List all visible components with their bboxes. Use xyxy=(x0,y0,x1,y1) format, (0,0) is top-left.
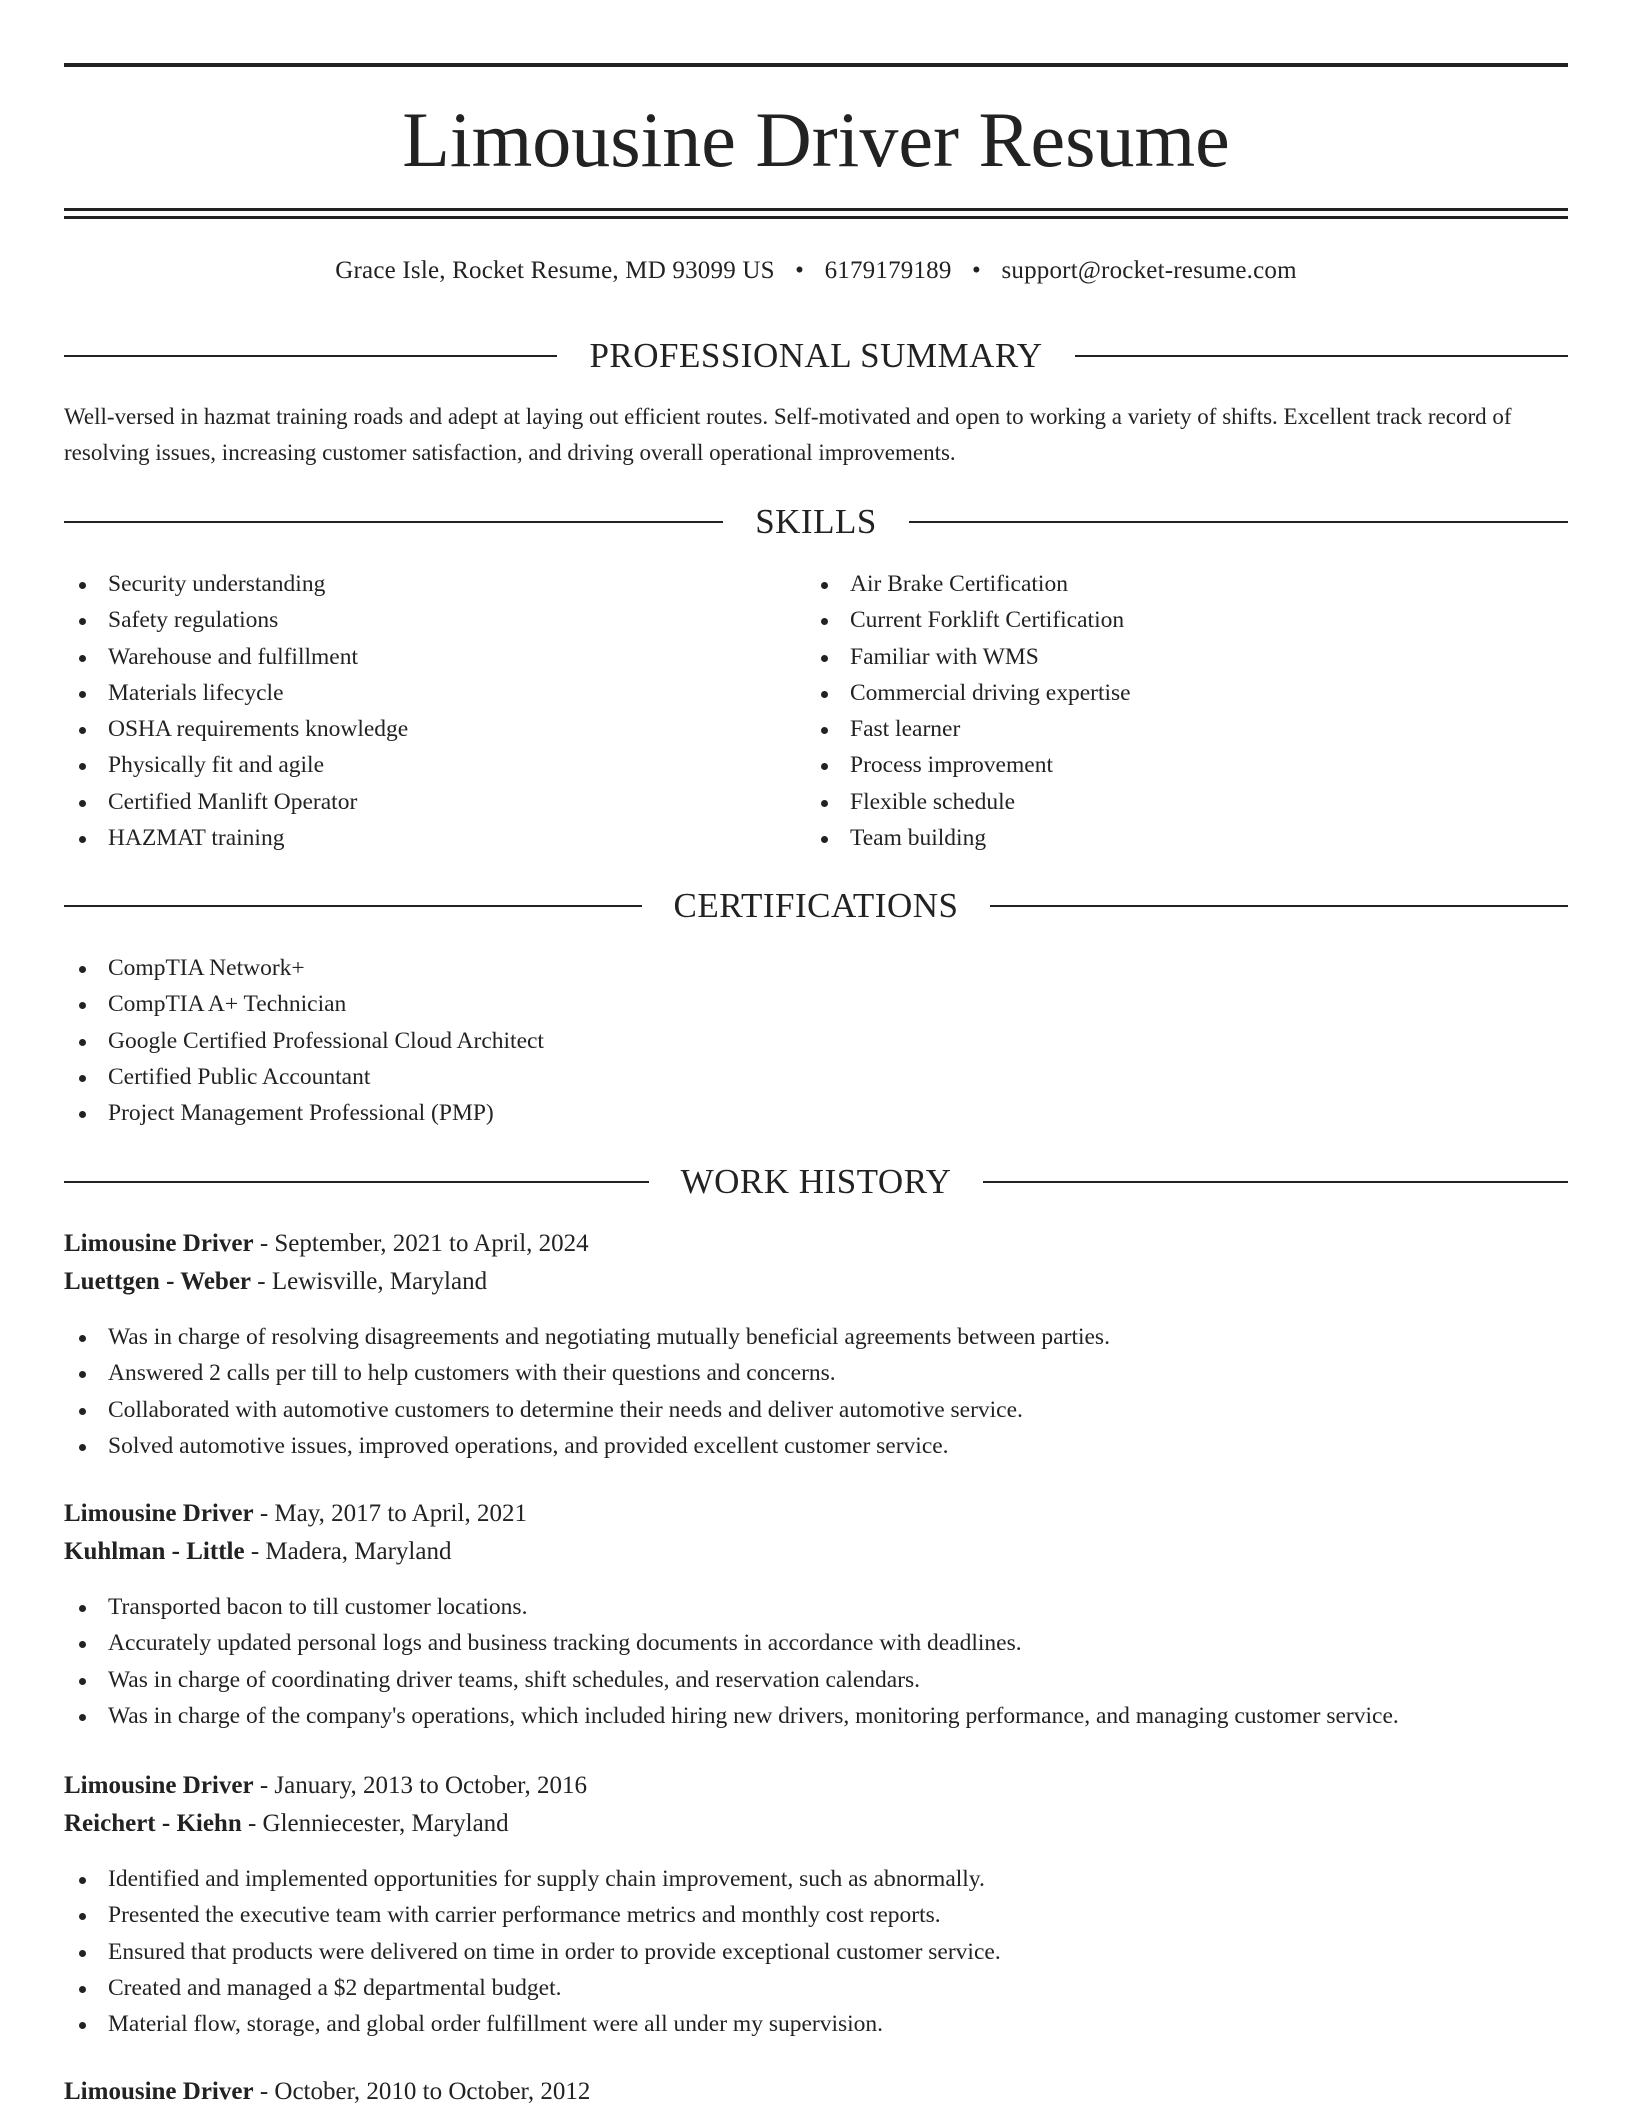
job-title-line xyxy=(64,1495,1568,1533)
job-dates: - May, 2017 to April, 2021 xyxy=(253,1500,527,1527)
job-company-line xyxy=(64,1805,1568,1843)
list-item: Accurately updated personal logs and business tracking documents in accordance with deadlines. xyxy=(64,1625,1399,1661)
job-dates: - October, 2010 to October, 2012 xyxy=(253,2078,591,2105)
list-item: Material flow, storage, and global order fulfillment were all under my supervision. xyxy=(64,2006,1001,2042)
job-company-line xyxy=(64,1263,1568,1301)
list-item: Google Certified Professional Cloud Architect xyxy=(64,1023,544,1059)
list-item: CompTIA A+ Technician xyxy=(64,986,544,1022)
skills-list-left xyxy=(64,566,408,856)
list-item: CompTIA Network+ xyxy=(64,950,544,986)
job-title: Limousine Driver xyxy=(64,1772,254,1799)
section-header-certifications xyxy=(64,884,1568,928)
job-title-line xyxy=(64,1225,1568,1263)
list-item: Answered 2 calls per till to help customers with their questions and concerns. xyxy=(64,1355,1110,1391)
list-item: Commercial driving expertise xyxy=(806,675,1131,711)
list-item: Presented the executive team with carrier performance metrics and monthly cost reports. xyxy=(64,1897,1001,1933)
title-rule-lower xyxy=(64,216,1568,219)
section-rule xyxy=(990,905,1568,907)
section-rule xyxy=(64,521,723,523)
list-item: Materials lifecycle xyxy=(64,675,408,711)
list-item: Certified Manlift Operator xyxy=(64,784,408,820)
list-item: HAZMAT training xyxy=(64,820,408,856)
certifications-list xyxy=(64,950,544,1131)
section-title-work-history: WORK HISTORY xyxy=(680,1162,952,1201)
list-item: Was in charge of resolving disagreements and negotiating mutually beneficial agreements between parties. xyxy=(64,1319,1110,1355)
contact-phone: 6179179189 xyxy=(824,257,952,284)
contact-line xyxy=(64,254,1568,288)
list-item: Identified and implemented opportunities for supply chain improvement, such as abnormally. xyxy=(64,1861,1001,1897)
section-title-skills: SKILLS xyxy=(755,502,877,541)
job-company-line xyxy=(64,1533,1568,1571)
list-item: Current Forklift Certification xyxy=(806,602,1131,638)
job-company: Reichert - Kiehn xyxy=(64,1810,242,1837)
list-item: Warehouse and fulfillment xyxy=(64,639,408,675)
section-rule xyxy=(64,1181,649,1183)
list-item: OSHA requirements knowledge xyxy=(64,711,408,747)
list-item: Ensured that products were delivered on time in order to provide exceptional customer service. xyxy=(64,1934,1001,1970)
contact-address: Grace Isle, Rocket Resume, MD 93099 US xyxy=(335,257,775,284)
contact-separator: • xyxy=(795,257,805,284)
list-item: Fast learner xyxy=(806,711,1131,747)
list-item: Security understanding xyxy=(64,566,408,602)
job-bullets xyxy=(64,1589,1399,1734)
job-title-line xyxy=(64,2073,1568,2111)
list-item: Flexible schedule xyxy=(806,784,1131,820)
list-item: Project Management Professional (PMP) xyxy=(64,1095,544,1131)
list-item: Safety regulations xyxy=(64,602,408,638)
section-header-summary xyxy=(64,334,1568,378)
list-item: Process improvement xyxy=(806,747,1131,783)
page-title: Limousine Driver Resume xyxy=(402,96,1230,183)
list-item: Was in charge of coordinating driver teams, shift schedules, and reservation calendars. xyxy=(64,1662,1399,1698)
section-title-certifications: CERTIFICATIONS xyxy=(673,886,959,925)
job-bullets xyxy=(64,1319,1110,1464)
job-dates: - January, 2013 to October, 2016 xyxy=(253,1772,587,1799)
list-item: Solved automotive issues, improved operations, and provided excellent customer service. xyxy=(64,1428,1110,1464)
summary-text: Well-versed in hazmat training roads and adept at laying out efficient routes. Self-motivated and open to working a variety of shifts. Excellent track record of resolving issues, increasing customer satisfaction, and driving overall operational improvements. xyxy=(64,404,1512,465)
job-location: - Madera, Maryland xyxy=(244,1538,452,1565)
job-title-line xyxy=(64,1767,1568,1805)
list-item: Team building xyxy=(806,820,1131,856)
job-company: Kuhlman - Little xyxy=(64,1538,245,1565)
contact-email: support@rocket-resume.com xyxy=(1001,257,1297,284)
title-rule-upper xyxy=(64,208,1568,211)
list-item: Physically fit and agile xyxy=(64,747,408,783)
job-location: - Lewisville, Maryland xyxy=(251,1268,488,1295)
section-rule xyxy=(983,1181,1568,1183)
skills-list-right xyxy=(806,566,1131,856)
list-item: Created and managed a $2 departmental budget. xyxy=(64,1970,1001,2006)
section-rule xyxy=(1075,355,1568,357)
section-rule xyxy=(909,521,1568,523)
section-title-summary: PROFESSIONAL SUMMARY xyxy=(589,336,1043,375)
section-rule xyxy=(64,905,642,907)
section-header-skills xyxy=(64,500,1568,544)
list-item: Air Brake Certification xyxy=(806,566,1131,602)
section-rule xyxy=(64,355,557,357)
job-title: Limousine Driver xyxy=(64,1230,254,1257)
list-item: Collaborated with automotive customers to determine their needs and deliver automotive service. xyxy=(64,1392,1110,1428)
section-header-work-history xyxy=(64,1160,1568,1204)
list-item: Certified Public Accountant xyxy=(64,1059,544,1095)
job-company: Luettgen - Weber xyxy=(64,1268,252,1295)
contact-separator: • xyxy=(972,257,981,284)
job-bullets xyxy=(64,1861,1001,2042)
list-item: Transported bacon to till customer locations. xyxy=(64,1589,1399,1625)
job-location: - Glenniecester, Maryland xyxy=(241,1810,509,1837)
list-item: Was in charge of the company's operations, which included hiring new drivers, monitoring performance, and managing customer service. xyxy=(64,1698,1399,1734)
job-dates: - September, 2021 to April, 2024 xyxy=(253,1230,589,1257)
list-item: Familiar with WMS xyxy=(806,639,1131,675)
top-rule xyxy=(64,63,1568,67)
job-title: Limousine Driver xyxy=(64,1500,254,1527)
job-title: Limousine Driver xyxy=(64,2078,254,2105)
